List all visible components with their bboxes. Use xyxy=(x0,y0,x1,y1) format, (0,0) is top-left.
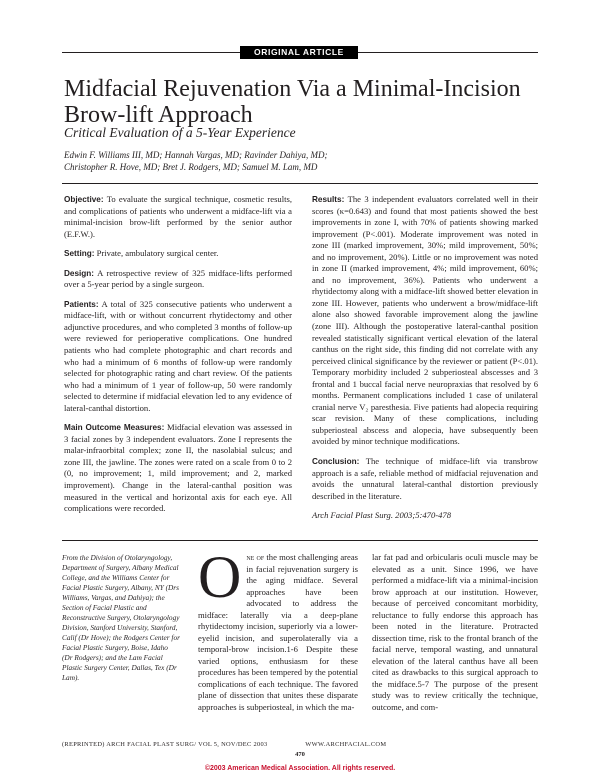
abstract-left-column xyxy=(64,194,292,523)
section-label: Main Outcome Measures: xyxy=(64,423,165,433)
section-label: Setting: xyxy=(64,249,95,259)
author-line: Edwin F. Williams III, MD; Hannah Vargas, MD; Ravinder Dahiya, MD; xyxy=(64,150,328,160)
running-footer: (REPRINTED) ARCH FACIAL PLAST SURG/ VOL 5, NOV/DEC 2003 WWW.ARCHFACIAL.COM xyxy=(62,741,387,748)
section-label: Design: xyxy=(64,268,95,278)
body-text: the most challenging areas in facial rejuvenation surgery is the aging midface. Several approaches have been advocated to address the midface: laterally via a deep-plane rhytidectomy incision, superiorly via a lower-eyelid incision, and superolaterally via a temporal-brow incision.1-6 Despite these varied options, enthusiasm for these procedures has been tempered by the potential complications of each technique. The favored plane of dissection that unites these disparate approaches is subperiosteal, in which the ma- xyxy=(198,552,358,712)
abstract-patients xyxy=(64,299,292,414)
body-column-1 xyxy=(198,544,358,713)
page-number: 470 xyxy=(295,751,305,758)
section-text: The 3 independent evaluators correlated well in their scores (κ=0.643) and found that most patients showed the best improvements in zone I, with 70% of patients showing marked improvement (P<.001). Moderate improvement was noted in zone III (marked improvement, 30%; mild improvement, 50%; and no improvement, 20%). Little or no improvement was noted in zone II (marked improvement, 4%; mild improvement, 60%; and no improvement, 36%). Patients who underwent a rhytidectomy along with a midface-lift showed better elevation in zone III. However, patients who underwent a brow/midface-lift alone also showed favorable improvement along the jawline (zone III). Although the postoperative lateral-canthal position revealed statistically significant vertical elevation of the lateral canthus on the right side, this finding did not correlate with any perceived clinical significance by the reviewer or patient (P<.01). Temporary morbidity included 2 subperiosteal abscesses and 3 frontal and 1 buccal facial nerve neuropraxias that resolved by 6 months. Permanent complications included 1 case of unilateral cranial nerve V₂ paresthesia. Five patients had alopecia requiring scar revision. Many of these complications, including subperiosteal abscess and alopecia, have subsequently been avoided by minor technique modifications. xyxy=(312,194,538,447)
body-text: lar fat pad and orbicularis oculi muscle may be elevated as a unit. Since 1996, we have performed a midface-lift via a minimal-incision brow approach at our institution. However, because of perceived concomitant morbidity, reluctance to fully endorse this approach has been noted in the literature. Protracted dissection time, risk to the frontal branch of the facial nerve, temporal wasting, and unnatural elevation of the lateral canthus have all been cited as drawbacks to this surgical approach to the midface.5-7 The purpose of the present study was to review critically the technique, outcome, and com- xyxy=(372,552,538,712)
abstract-outcome-measures xyxy=(64,422,292,514)
section-text: A total of 325 consecutive patients who underwent a midface-lift, with or without concurrent rhytidectomy and other adjunctive procedures, and who completed 3 months of follow-up were reviewed for perioperative complications. One hundred patients who had complete photographic and chart records and who had a minimum of 6 months of follow-up were randomly selected for photographic rating and chart review. Of the patients who had a minimum of 1 year of follow-up, 50 were randomly selected to determine if midfacial elevation led to any evidence of lateral-canthal distortion. xyxy=(64,298,292,413)
abstract-objective xyxy=(64,194,292,240)
citation: Arch Facial Plast Surg. 2003;5:470-478 xyxy=(312,510,451,521)
abstract-top-rule xyxy=(62,183,538,184)
copyright-notice: ©2003 American Medical Association. All rights reserved. xyxy=(204,765,396,772)
section-text: A retrospective review of 325 midface-lifts performed over a 5-year period by a single surgeon. xyxy=(64,267,292,290)
section-text: The technique of midface-lift via transbrow approach is a safe, reliable method of midfacial rejuvenation and avoids the unnatural lateral-canthal distortion previously described in the literature. xyxy=(312,456,539,501)
section-label: Objective: xyxy=(64,195,104,204)
author-list xyxy=(64,149,534,173)
section-label: Patients: xyxy=(64,299,99,309)
author-line: Christopher R. Hove, MD; Bret J. Rodgers, MD; Samuel M. Lam, MD xyxy=(64,162,318,172)
abstract-design xyxy=(64,268,292,291)
article-title: Midfacial Rejuvenation Via a Minimal-Incision Brow-lift Approach xyxy=(64,76,521,128)
article-subtitle: Critical Evaluation of a 5-Year Experience xyxy=(64,125,296,140)
section-text: To evaluate the surgical technique, cosmetic results, and complications of patients who underwent a midface-lift via a minimal-incision brow-lift performed by the senior author (E.F.W.). xyxy=(64,194,292,239)
small-caps-lead: ne of xyxy=(246,552,265,562)
drop-cap: O xyxy=(198,544,242,610)
section-label: Conclusion: xyxy=(312,457,360,467)
article-type-banner: ORIGINAL ARTICLE xyxy=(240,46,358,59)
abstract-right-column xyxy=(312,194,538,530)
abstract-conclusion xyxy=(312,456,538,502)
abstract-bottom-rule xyxy=(62,540,538,541)
abstract-setting xyxy=(64,248,292,260)
section-text: Midfacial elevation was assessed in 3 facial zones by 3 independent evaluators. Zone I represents the malar-infraorbital complex; zone II, the nasolabial sulcus; and zone III, the jawline. The zones were rated on a scale from 0 to 2 (0, no improvement; 1, mild improvement; and 2, marked improvement). Change in the lateral-canthal position was measured in the vertical and horizontal axis for each eye. All complications were recorded. xyxy=(64,422,292,514)
section-label: Results: xyxy=(312,195,345,204)
abstract-results xyxy=(312,194,538,448)
body-column-2 xyxy=(372,552,538,713)
section-text: Private, ambulatory surgical center. xyxy=(96,248,219,259)
author-affiliations: From the Division of Otolaryngology, Department of Surgery, Albany Medical College, and the Williams Center for Facial Plastic Surgery, Albany, NY (Drs Williams, Vargas, and Dahiya); the Section of Facial Plastic and Reconstructive Surgery, Otolaryngology Division, Stanford University, Stanford, Calif (Dr Hove); the Rodgers Center for Facial Plastic Surgery, Boise, Idaho (Dr Rodgers); and the Lam Facial Plastic Surgery Center, Dallas, Tex (Dr Lam). xyxy=(62,553,180,682)
